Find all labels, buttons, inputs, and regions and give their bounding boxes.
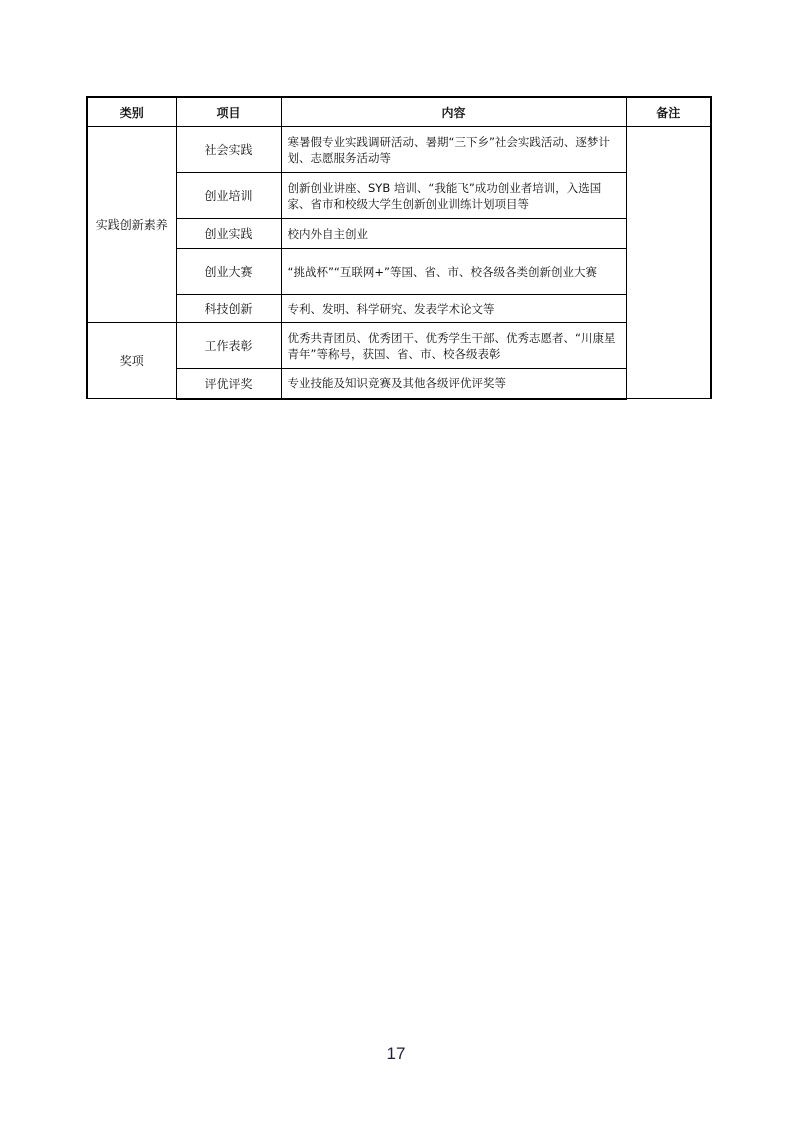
category-cell-awards: 奖项 <box>87 323 176 399</box>
item-cell: 创业大赛 <box>176 249 281 295</box>
content-cell: 专利、发明、科学研究、发表学术论文等 <box>281 295 626 323</box>
table-row <box>87 369 711 399</box>
content-cell: 优秀共青团员、优秀团干、优秀学生干部、优秀志愿者、“川康星青年”等称号，获国、省、市、校各级表彰 <box>281 323 626 369</box>
table-row <box>87 219 711 249</box>
table-row <box>87 173 711 219</box>
header-category: 类别 <box>87 97 176 127</box>
table-row <box>87 127 711 173</box>
remarks-cell <box>626 127 711 399</box>
item-cell: 社会实践 <box>176 127 281 173</box>
page-number: 17 <box>386 1044 406 1063</box>
item-cell: 创业实践 <box>176 219 281 249</box>
item-cell: 创业培训 <box>176 173 281 219</box>
item-cell: 科技创新 <box>176 295 281 323</box>
table-row <box>87 295 711 323</box>
category-cell-practice-innovation: 实践创新素养 <box>87 127 176 323</box>
content-cell: 校内外自主创业 <box>281 219 626 249</box>
item-cell: 工作表彰 <box>176 323 281 369</box>
content-cell: 创新创业讲座、SYB 培训、“我能飞”成功创业者培训，入选国家、省市和校级大学生创新创业训练计划项目等 <box>281 173 626 219</box>
table-row <box>87 323 711 369</box>
header-remarks: 备注 <box>626 97 711 127</box>
header-item: 项目 <box>176 97 281 127</box>
header-row <box>87 97 711 127</box>
content-cell: 寒暑假专业实践调研活动、暑期“三下乡”社会实践活动、逐梦计划、志愿服务活动等 <box>281 127 626 173</box>
table-row <box>87 249 711 295</box>
table-body <box>87 127 711 399</box>
item-cell: 评优评奖 <box>176 369 281 399</box>
activity-category-table <box>86 96 712 400</box>
header-content: 内容 <box>281 97 626 127</box>
content-cell: “挑战杯”“互联网+”等国、省、市、校各级各类创新创业大赛 <box>281 249 626 295</box>
table-header <box>87 97 711 127</box>
content-cell: 专业技能及知识竞赛及其他各级评优评奖等 <box>281 369 626 399</box>
